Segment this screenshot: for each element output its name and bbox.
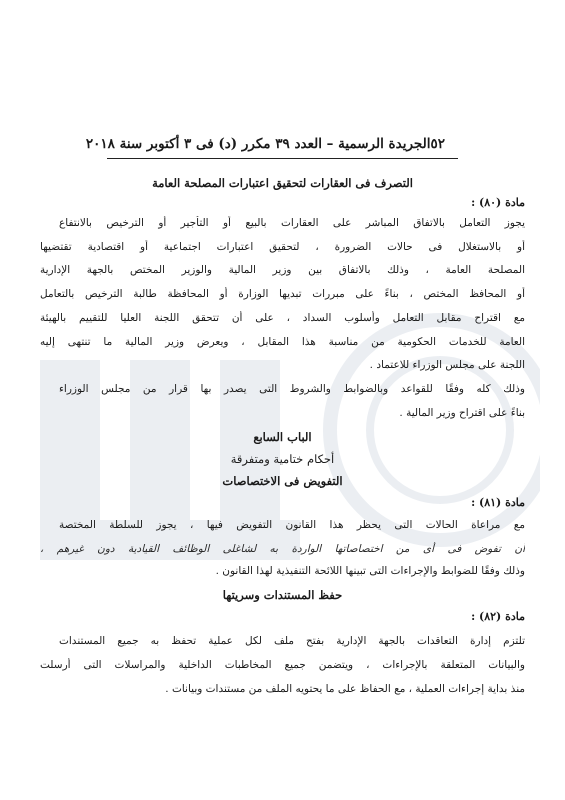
article-82-label: مادة (٨٢) : [471,610,525,623]
article-81-line: وذلك وفقًا للضوابط والإجراءات التى تبينها اللائحة التنفيذية لهذا القانون . [215,565,525,577]
article-80-line: وذلك كله وفقًا للقواعد وبالضوابط والشروط التى يصدر بها قرار من مجلس الوزراء [59,383,525,395]
article-80-line: العامة للخدمات الحكومية من مناسبة هذا المقابل ، ويعرض وزير المالية ما تنتهى إليه [40,336,525,348]
article-80-line: أو بالاستغلال فى حالات الضرورة ، لتحقيق اعتبارات اجتماعية أو اقتصادية تقتضيها [40,241,525,253]
header-divider [107,158,458,159]
article-80-line: أو المحافظ المختص ، بناءً على مبررات تبديها الوزارة أو المحافظة طالبة الترخيص بالتعامل [40,288,525,300]
article-81-line: مع مراعاة الحالات التى يحظر هذا القانون التفويض فيها ، يجوز للسلطة المختصة [59,519,525,531]
article-80-line: مع اقتراح مقابل التعامل وأسلوب السداد ، على أن تتحقق اللجنة العليا للتقييم بالهيئة [40,312,525,324]
article-80-label: مادة (٨٠) : [471,196,525,209]
chapter-title: الباب السابع [253,430,312,444]
page-number: ٥٢ [430,136,445,152]
article-82-line: منذ بداية إجراءات العملية ، مع الحفاظ على ما يحتويه الملف من مستندات وبيانات . [165,683,525,695]
publication-line: الجريدة الرسمية – العدد ٣٩ مكرر (د) فى ٣ أكتوبر سنة ٢٠١٨ [85,136,431,152]
page-header [85,136,445,152]
article-82-line: والبيانات المتعلقة بالإجراءات ، ويتضمن جميع المخاطبات الداخلية والمراسلات التى أرسلت [40,659,525,671]
article-80-line: اللجنة على مجلس الوزراء للاعتماد . [369,359,525,371]
article-80-line: بناءً على اقتراح وزير المالية . [399,407,525,419]
article-80-line: المصلحة العامة ، وذلك بالاتفاق بين وزير المالية والوزير المختص بالجهة الإدارية [40,264,525,276]
section-title: حفظ المستندات وسريتها [222,588,343,602]
chapter-subtitle: أحكام ختامية ومتفرقة [230,452,335,466]
section-title: التصرف فى العقارات لتحقيق اعتبارات المصلحة العامة [152,176,413,190]
article-82-line: تلتزم إدارة التعاقدات بالجهة الإدارية بفتح ملف لكل عملية تحفظ به جميع المستندات [59,635,525,647]
subsection-heading: التفويض فى الاختصاصات [222,474,343,488]
article-81-label: مادة (٨١) : [471,496,525,509]
article-80-line: يجوز التعامل بالاتفاق المباشر على العقارات بالبيع أو التأجير أو الترخيص بالانتفاع [59,217,525,229]
article-81-line: أن تفوض فى أى من اختصاصاتها الواردة به لشاغلى الوظائف القيادية دون غيرهم ، [40,543,525,555]
